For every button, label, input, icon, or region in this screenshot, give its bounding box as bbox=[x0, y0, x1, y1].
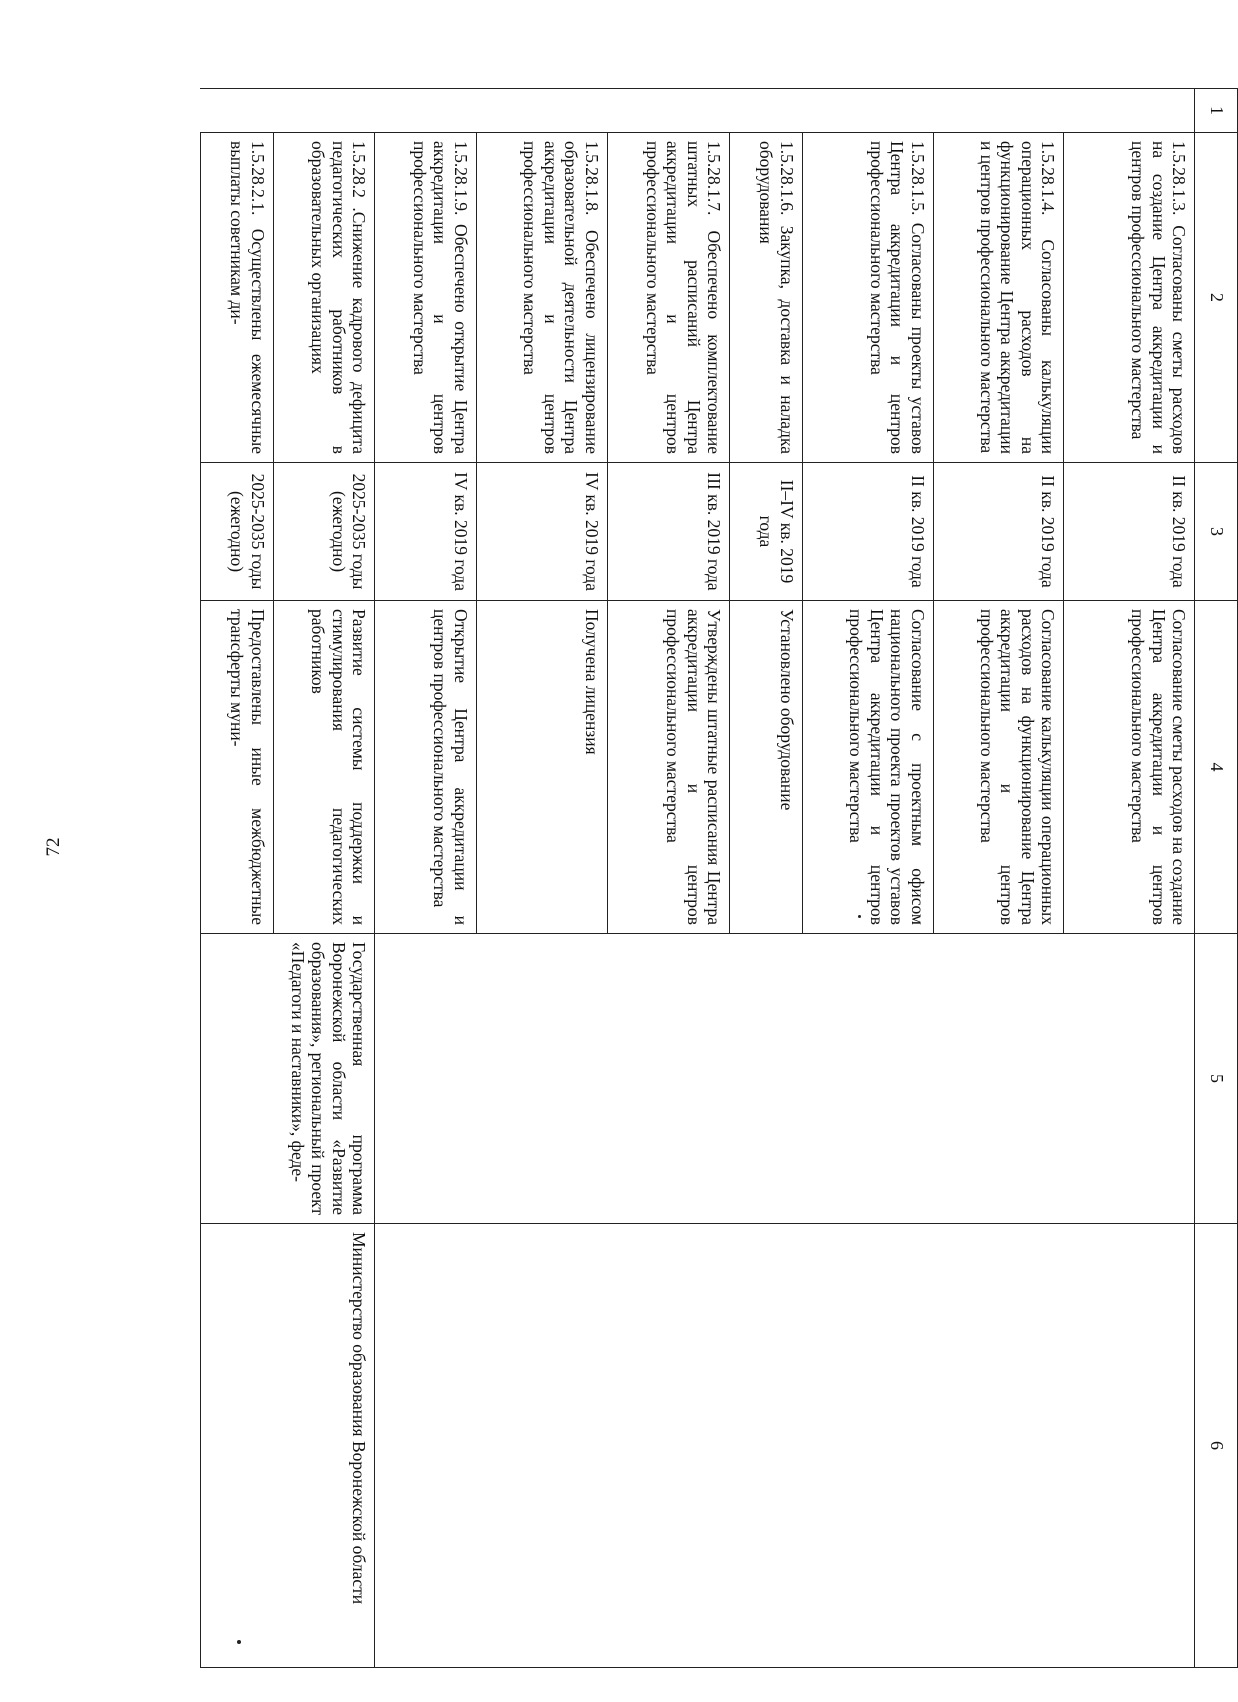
cell-event: 1.5.28.1.7. Обеспечено комплектование штатных расписаний Центра аккредитации и центров профессионального мастерства bbox=[607, 133, 730, 463]
cell-event: 1.5.28.1.9. Обеспечено открытие Центра аккредитации и центров профессионального мастерства bbox=[375, 133, 477, 463]
cell-event: 1.5.28.1.6. Закупка, доставка и наладка оборудования bbox=[730, 133, 803, 463]
cell-executor bbox=[375, 1224, 1195, 1668]
cell-result: Согласование сметы расходов на создание Центра аккредитации и центров профессионального мастерства bbox=[1064, 601, 1195, 934]
cell-result: Открытие Центра аккредитации и центров профессионального мастерства bbox=[375, 601, 477, 934]
rotated-table-wrapper bbox=[200, 88, 1238, 1667]
col-header-4: 4 bbox=[1195, 601, 1238, 934]
cell-deadline: II–IV кв. 2019 года bbox=[730, 463, 803, 601]
page-number: 72 bbox=[43, 837, 64, 857]
cell-event: 1.5.28.2.1. Осуществлены ежемесячные выплаты советникам ди- bbox=[201, 133, 274, 463]
cell-result: Согласование с проектным офисом национального проекта проектов уставов Центра аккредитации и центров профессионального мастерства bbox=[802, 601, 933, 934]
cell-col1 bbox=[802, 89, 933, 133]
col-header-5: 5 bbox=[1195, 934, 1238, 1224]
cell-col1 bbox=[476, 89, 607, 133]
cell-deadline: II кв. 2019 года bbox=[802, 463, 933, 601]
cell-col1 bbox=[933, 89, 1064, 133]
cell-deadline: 2025-2035 годы (ежегодно) bbox=[273, 463, 375, 601]
cell-deadline: IV кв. 2019 года bbox=[476, 463, 607, 601]
cell-col1 bbox=[201, 89, 274, 133]
cell-deadline: IV кв. 2019 года bbox=[375, 463, 477, 601]
cell-col1 bbox=[607, 89, 730, 133]
col-header-6: 6 bbox=[1195, 1224, 1238, 1668]
col-header-3: 3 bbox=[1195, 463, 1238, 601]
col-header-1: 1 bbox=[1195, 89, 1238, 133]
col-header-2: 2 bbox=[1195, 133, 1238, 463]
cell-deadline: II кв. 2019 года bbox=[933, 463, 1064, 601]
plan-table bbox=[200, 88, 1238, 1668]
cell-result: Развитие системы поддержки и стимулирования педагогических работников bbox=[273, 601, 375, 934]
cell-event: 1.5.28.1.4. Согласованы калькуляции операционных расходов на функционирование Центра аккредитации и центров профессионального мастерства bbox=[933, 133, 1064, 463]
cell-event: 1.5.28.1.8. Обеспечено лицензирование образовательной деятельности Центра аккредитации и центров профессионального мастерства bbox=[476, 133, 607, 463]
cell-event: 1.5.28.1.5. Согласованы проекты уставов Центра аккредитации и центров профессионального мастерства bbox=[802, 133, 933, 463]
cell-col1 bbox=[273, 89, 375, 133]
cell-col1 bbox=[375, 89, 477, 133]
cell-result: Получена лицензия bbox=[476, 601, 607, 934]
cell-col1 bbox=[1064, 89, 1195, 133]
cell-source bbox=[375, 934, 1195, 1224]
scan-speck bbox=[858, 915, 861, 918]
scan-speck bbox=[237, 1640, 241, 1644]
cell-source: Государственная программа Воронежской области «Развитие образования», региональный проект «Педагоги и наставники», феде- bbox=[201, 934, 375, 1224]
cell-deadline: III кв. 2019 года bbox=[607, 463, 730, 601]
table-row bbox=[273, 89, 375, 1668]
cell-result: Установлено оборудование bbox=[730, 601, 803, 934]
header-row bbox=[1195, 89, 1238, 1668]
cell-result: Согласование калькуляции операционных расходов на функционирование Центра аккредитации и центров профессионального мастерства bbox=[933, 601, 1064, 934]
cell-executor: Министерство образования Воронежской области bbox=[201, 1224, 375, 1668]
cell-result: Утверждены штатные расписания Центра аккредитации и центров профессионального мастерства bbox=[607, 601, 730, 934]
cell-deadline: 2025-2035 годы (ежегодно) bbox=[201, 463, 274, 601]
cell-result: Предоставлены иные межбюджетные трансферты муни- bbox=[201, 601, 274, 934]
cell-deadline: II кв. 2019 года bbox=[1064, 463, 1195, 601]
table-row bbox=[1064, 89, 1195, 1668]
cell-event: 1.5.28.1.3. Согласованы сметы расходов на создание Центра аккредитации и центров профессионального мастерства bbox=[1064, 133, 1195, 463]
cell-col1 bbox=[730, 89, 803, 133]
cell-event: 1.5.28.2 .Снижение кадрового дефицита педагогических работников в образовательных организациях bbox=[273, 133, 375, 463]
